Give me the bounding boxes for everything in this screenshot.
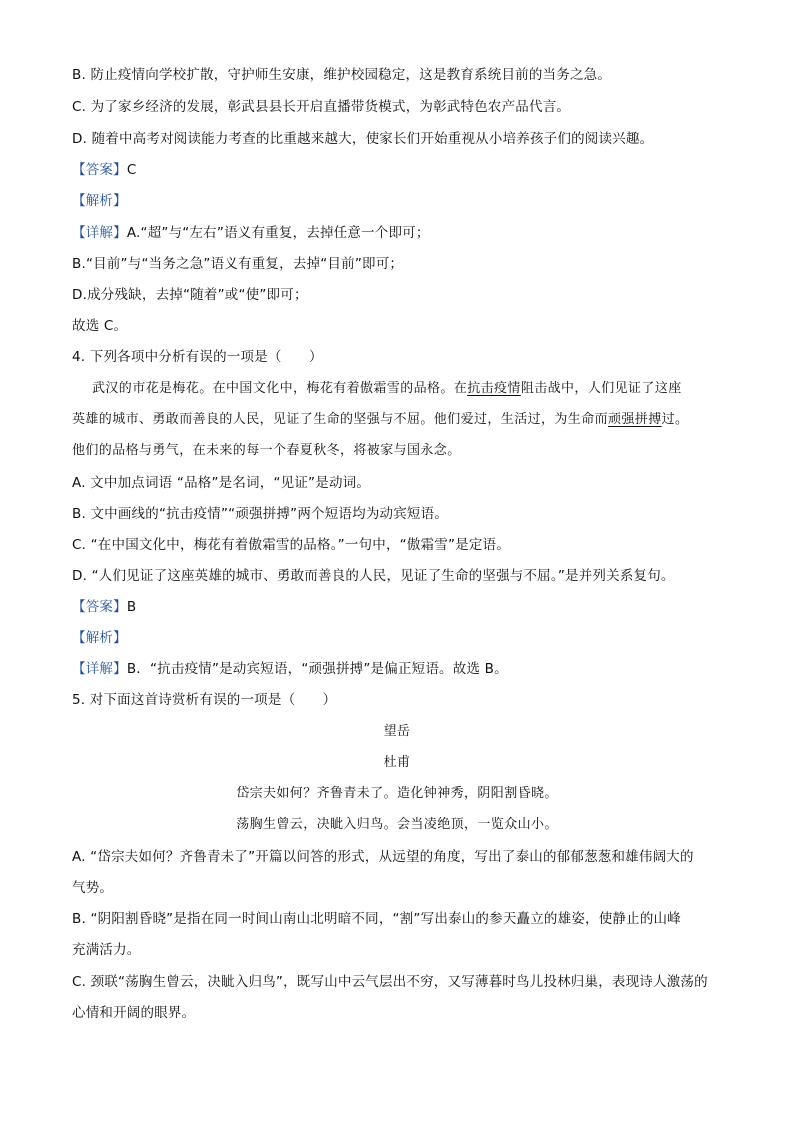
passage-underlined-phrase: 抗击疫情 <box>467 381 521 396</box>
q4-passage-line-1 <box>92 380 682 398</box>
answer-value: C <box>126 162 137 178</box>
q5-option-b-line-1: B. “阴阳割昏晓”是指在同一时间山南山北明暗不同，“割”写出泰山的参天矗立的雄姿，使静止的山峰 <box>72 911 681 927</box>
q4-stem: 4. 下列各项中分析有误的一项是（ ） <box>72 349 323 365</box>
detail-tag: 【详解】 <box>72 225 127 241</box>
q3-answer <box>72 161 136 179</box>
passage-underlined-phrase: 顽强拼搏 <box>608 412 662 427</box>
answer-tag: 【答案】 <box>72 599 127 615</box>
answer-value: B <box>126 599 137 615</box>
q4-analysis-tag: 【解析】 <box>72 630 127 646</box>
q4-passage-line-2 <box>72 411 688 429</box>
q4-option-d: D. “人们见证了这座英雄的城市、勇敢而善良的人民，见证了生命的坚强与不屈。”是并列关系复句。 <box>72 568 675 584</box>
poem-author: 杜甫 <box>383 755 411 770</box>
q3-detail-1 <box>72 224 430 242</box>
q3-option-b: B. 防止疫情向学校扩散，守护师生安康，维护校园稳定，这是教育系统目前的当务之急。 <box>72 67 612 83</box>
poem-line-1: 岱宗夫如何？齐鲁青未了。造化钟神秀，阴阳割昏晓。 <box>236 786 558 801</box>
passage-text: 阻击战中，人们见证了这座 <box>520 381 682 396</box>
q3-detail-3: D.成分残缺，去掉“随着”或“使”即可； <box>72 287 308 303</box>
answer-tag: 【答案】 <box>72 162 127 178</box>
q4-option-a: A. 文中加点词语 “品格”是名词，“见证”是动词。 <box>72 475 371 491</box>
poem-line-2: 荡胸生曾云，决眦入归鸟。会当凌绝顶，一览众山小。 <box>236 817 558 832</box>
detail-text: B．“抗击疫情”是动宾短语，“顽强拼搏”是偏正短语。故选 B。 <box>126 661 508 677</box>
detail-tag: 【详解】 <box>72 661 127 677</box>
q5-option-a-line-2: 气势。 <box>72 880 114 896</box>
q5-stem: 5. 对下面这首诗赏析有误的一项是（ ） <box>72 692 337 708</box>
q4-option-c: C. “在中国文化中，梅花有着傲霜雪的品格。”一句中，“傲霜雪”是定语。 <box>72 537 510 553</box>
q5-option-c-line-1: C. 颈联“荡胸生曾云，决眦入归鸟”，既写山中云气层出不穷，又写薄暮时鸟儿投林归巢，表现诗人激荡的 <box>72 974 708 990</box>
q5-option-b-line-2: 充满活力。 <box>72 942 141 958</box>
passage-text: 英雄的城市、勇敢而善良的人民，见证了生命的坚强与不屈。他们爱过，生活过，为生命而 <box>72 412 609 427</box>
passage-text: 过。 <box>661 412 689 427</box>
q4-answer <box>72 598 136 616</box>
q4-detail <box>72 660 508 678</box>
passage-text: 武汉的市花是梅花。在中国文化中，梅花有着傲霜雪的品格。在 <box>92 381 468 396</box>
q3-detail-2: B.“目前”与“当务之急”语义有重复，去掉“目前”即可； <box>72 256 404 272</box>
poem-title: 望岳 <box>383 724 411 739</box>
q5-option-a-line-1: A. “岱宗夫如何？齐鲁青未了”开篇以问答的形式，从远望的角度，写出了泰山的郁郁葱葱和雄伟阔大的 <box>72 849 694 865</box>
q4-option-b: B. 文中画线的“抗击疫情”“顽强拼搏”两个短语均为动宾短语。 <box>72 506 449 522</box>
q5-option-c-line-2: 心情和开阔的眼界。 <box>72 1005 196 1021</box>
q3-analysis-tag: 【解析】 <box>72 193 127 209</box>
q3-option-c: C. 为了家乡经济的发展，彰武县县长开启直播带货模式，为彰武特色农产品代言。 <box>72 99 571 115</box>
q3-option-d: D. 随着中高考对阅读能力考查的比重越来越大，使家长们开始重视从小培养孩子们的阅读兴趣。 <box>72 131 654 147</box>
q4-passage-line-3: 他们的品格与勇气，在未来的每一个春夏秋冬，将被家与国永念。 <box>72 443 461 458</box>
detail-text: A.“超”与“左右”语义有重复，去掉任意一个即可； <box>126 225 430 241</box>
q3-detail-4: 故选 C。 <box>72 318 128 334</box>
